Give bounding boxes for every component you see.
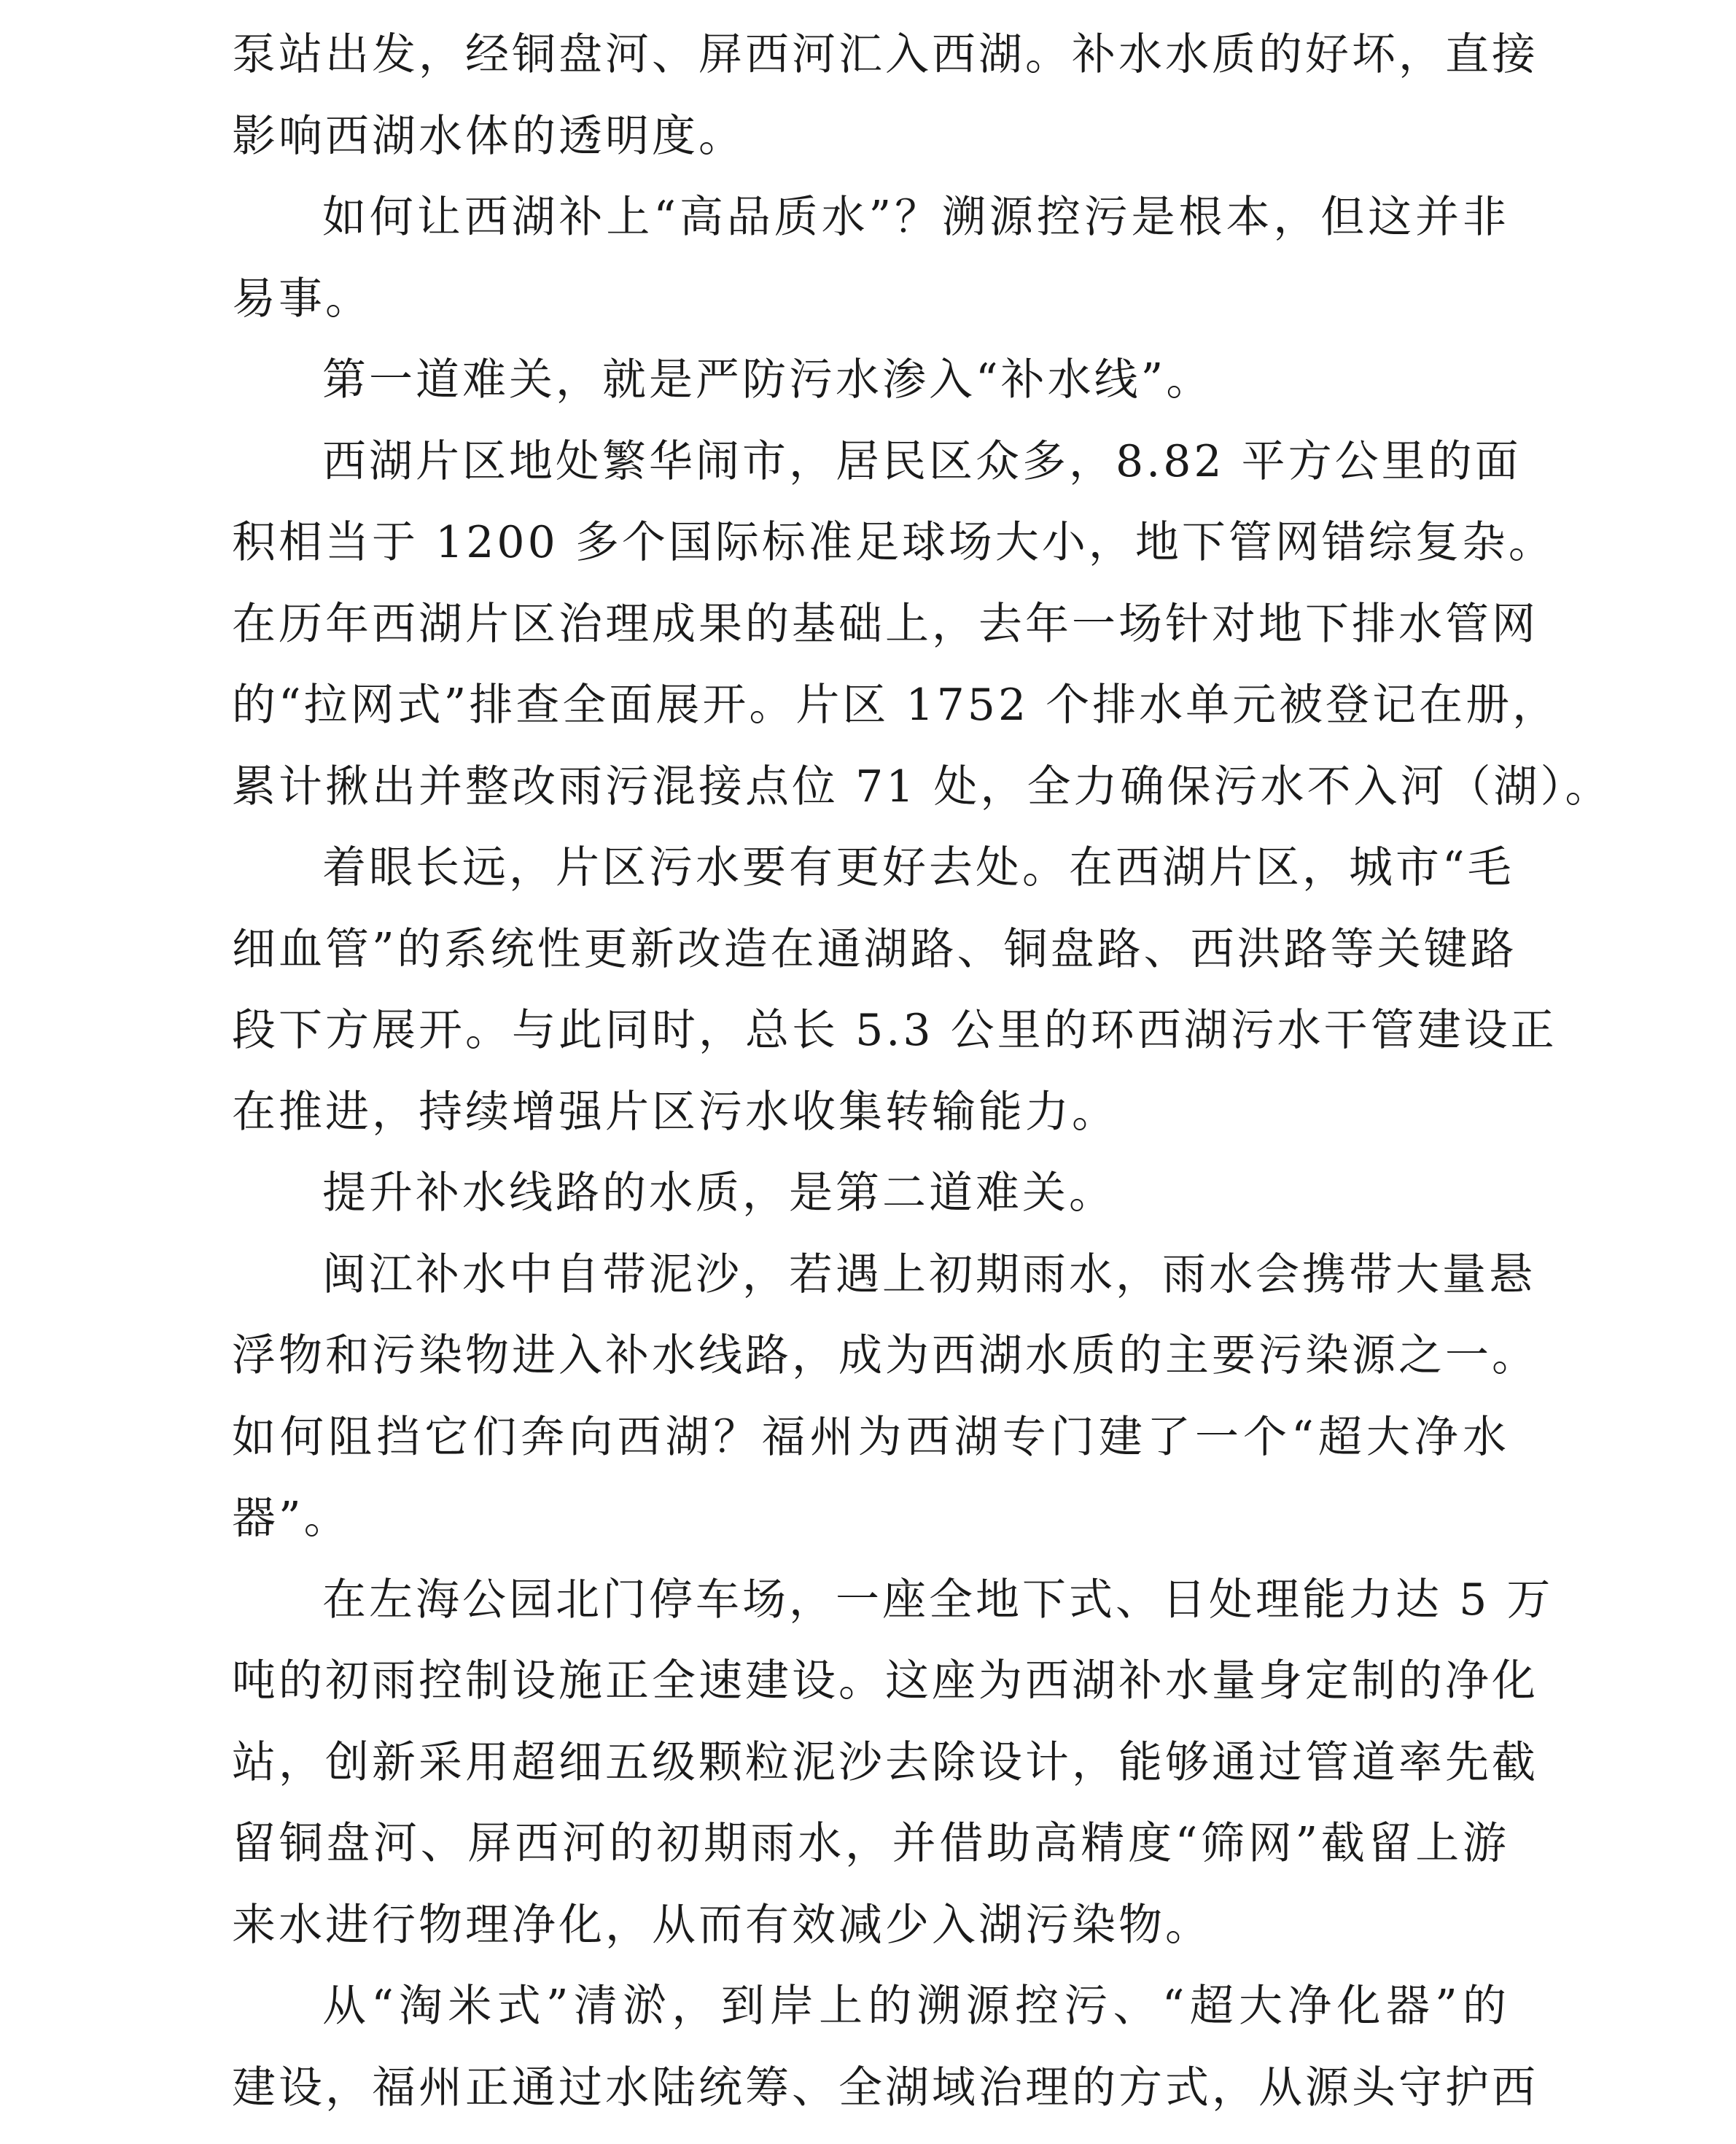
text-line: 留铜盘河、屏西河的初期雨水，并借助高精度“筛网”截留上游 (232, 1818, 1509, 1869)
document-page (232, 15, 1612, 2129)
text-line: 如何让西湖补上“高品质水”？溯源控污是根本，但这并非 (322, 192, 1509, 243)
paragraph-2 (232, 177, 1509, 340)
paragraph-5 (232, 828, 1557, 1153)
paragraph-4 (232, 422, 1612, 828)
text-line: 器”。 (232, 1493, 351, 1544)
text-line: 吨的初雨控制设施正全速建设。这座为西湖补水量身定制的净化 (232, 1655, 1538, 1706)
text-line: 积相当于 1200 多个国际标准足球场大小，地下管网错综复杂。 (232, 517, 1555, 568)
text-line: 西湖片区地处繁华闹市，居民区众多，8.82 平方公里的面 (322, 435, 1522, 487)
text-line: 段下方展开。与此同时，总长 5.3 公里的环西湖污水干管建设正 (232, 1005, 1557, 1056)
paragraph-9 (232, 1966, 1538, 2129)
text-line: 建设，福州正通过水陆统筹、全湖域治理的方式，从源头守护西 (232, 2062, 1538, 2113)
text-line: 浮物和污染物进入补水线路，成为西湖水质的主要污染源之一。 (232, 1330, 1538, 1381)
text-line: 在推进，持续增强片区污水收集转输能力。 (232, 1086, 1118, 1138)
text-line: 在左海公园北门停车场，一座全地下式、日处理能力达 5 万 (322, 1574, 1554, 1626)
text-line: 着眼长远，片区污水要有更好去处。在西湖片区，城市“毛 (322, 842, 1514, 893)
text-line: 影响西湖水体的透明度。 (232, 110, 745, 162)
paragraph-1 (232, 15, 1538, 177)
text-line: 累计揪出并整改雨污混接点位 71 处，全力确保污水不入河（湖）。 (232, 761, 1612, 812)
text-line: 闽江补水中自带泥沙，若遇上初期雨水，雨水会携带大量悬 (322, 1248, 1535, 1300)
paragraph-6 (232, 1153, 1509, 1235)
paragraph-7 (232, 1235, 1538, 1560)
paragraph-3 (232, 340, 1509, 422)
text-line: 如何阻挡它们奔向西湖？福州为西湖专门建了一个“超大净水 (232, 1411, 1509, 1463)
text-line: 的“拉网式”排查全面展开。片区 1752 个排水单元被登记在册， (232, 680, 1560, 731)
text-line: 泵站出发，经铜盘河、屏西河汇入西湖。补水水质的好坏，直接 (232, 29, 1538, 80)
text-line: 易事。 (232, 273, 372, 325)
paragraph-8 (232, 1560, 1554, 1967)
text-line: 第一道难关，就是严防污水渗入“补水线”。 (322, 354, 1213, 405)
text-line: 细血管”的系统性更新改造在通湖路、铜盘路、西洪路等关键路 (232, 923, 1517, 975)
text-line: 提升补水线路的水质，是第二道难关。 (322, 1168, 1116, 1219)
text-line: 从“淘米式”清淤，到岸上的溯源控污、“超大净化器”的 (322, 1981, 1509, 2032)
text-line: 站，创新采用超细五级颗粒泥沙去除设计，能够通过管道率先截 (232, 1736, 1538, 1788)
text-line: 在历年西湖片区治理成果的基础上，去年一场针对地下排水管网 (232, 598, 1538, 650)
text-line: 来水进行物理净化，从而有效减少入湖污染物。 (232, 1899, 1212, 1951)
